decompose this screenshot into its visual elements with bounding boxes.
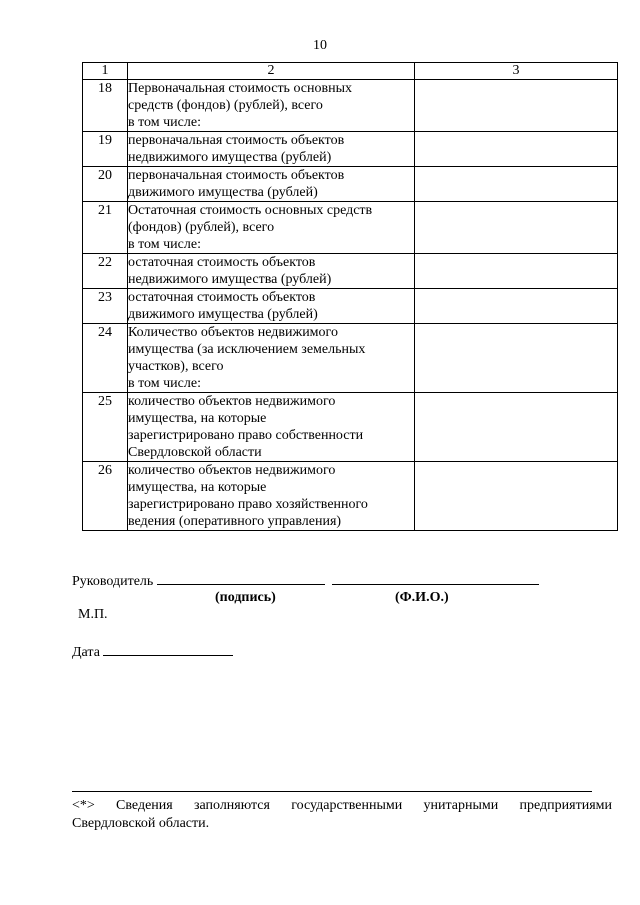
row-description-line: остаточная стоимость объектов xyxy=(128,255,316,270)
row-number: 21 xyxy=(83,202,128,254)
row-description xyxy=(128,324,415,393)
row-description xyxy=(128,167,415,202)
footnote-word: <*> xyxy=(72,798,95,813)
table-row xyxy=(83,324,618,393)
table-row xyxy=(83,167,618,202)
footnote-word: Сведения xyxy=(116,798,173,813)
row-description-line: (фондов) (рублей), всего xyxy=(128,220,275,235)
row-number: 18 xyxy=(83,80,128,132)
director-label: Руководитель xyxy=(72,574,154,589)
stamp-label: М.П. xyxy=(78,607,108,622)
row-description-line: Остаточная стоимость основных средств xyxy=(128,203,373,218)
row-value-cell[interactable] xyxy=(415,289,618,324)
row-number: 19 xyxy=(83,132,128,167)
signature-caption: (подпись) xyxy=(215,590,276,605)
row-number: 25 xyxy=(83,393,128,462)
date-field[interactable] xyxy=(103,641,233,656)
row-description-line: Количество объектов недвижимого xyxy=(128,325,338,340)
footnote-word: заполняются xyxy=(193,798,270,813)
row-description-line: участков), всего xyxy=(128,359,224,374)
header-col-3: 3 xyxy=(415,63,618,80)
row-value-cell[interactable] xyxy=(415,202,618,254)
form-table xyxy=(82,62,618,531)
row-value-cell[interactable] xyxy=(415,254,618,289)
row-description-line: в том числе: xyxy=(128,376,201,391)
header-col-1: 1 xyxy=(83,63,128,80)
row-value-cell[interactable] xyxy=(415,80,618,132)
date-line xyxy=(72,641,233,661)
fio-field[interactable] xyxy=(332,570,539,585)
table-row xyxy=(83,132,618,167)
row-description xyxy=(128,132,415,167)
row-description-line: Первоначальная стоимость основных xyxy=(128,81,353,96)
row-description xyxy=(128,289,415,324)
row-value-cell[interactable] xyxy=(415,324,618,393)
footnote-line-1 xyxy=(72,797,612,815)
table-row xyxy=(83,202,618,254)
table-row xyxy=(83,393,618,462)
row-number: 23 xyxy=(83,289,128,324)
row-description xyxy=(128,254,415,289)
table-row xyxy=(83,254,618,289)
row-value-cell[interactable] xyxy=(415,393,618,462)
header-col-2: 2 xyxy=(128,63,415,80)
row-description-line: имущества, на которые xyxy=(128,480,267,495)
row-description xyxy=(128,80,415,132)
signature-field[interactable] xyxy=(157,570,325,585)
row-description-line: Свердловской области xyxy=(128,445,262,460)
footnote-word: унитарными xyxy=(423,798,499,813)
row-description-line: первоначальная стоимость объектов xyxy=(128,133,345,148)
footnote-divider xyxy=(72,791,592,792)
date-label: Дата xyxy=(72,645,100,660)
table-body xyxy=(83,80,618,531)
row-description-line: недвижимого имущества (рублей) xyxy=(128,272,332,287)
row-description xyxy=(128,393,415,462)
row-description-line: недвижимого имущества (рублей) xyxy=(128,150,332,165)
row-description-line: имущества (за исключением земельных xyxy=(128,342,366,357)
row-description-line: движимого имущества (рублей) xyxy=(128,185,318,200)
table-row xyxy=(83,289,618,324)
row-description-line: количество объектов недвижимого xyxy=(128,463,336,478)
row-description xyxy=(128,202,415,254)
footnote xyxy=(72,797,612,833)
table-row xyxy=(83,462,618,531)
row-value-cell[interactable] xyxy=(415,132,618,167)
row-description-line: ведения (оперативного управления) xyxy=(128,514,342,529)
table-row xyxy=(83,80,618,132)
footnote-word: государственными xyxy=(291,798,403,813)
row-number: 22 xyxy=(83,254,128,289)
row-description-line: зарегистрировано право собственности xyxy=(128,428,364,443)
row-number: 24 xyxy=(83,324,128,393)
row-description-line: остаточная стоимость объектов xyxy=(128,290,316,305)
row-description-line: движимого имущества (рублей) xyxy=(128,307,318,322)
table-header-row xyxy=(83,63,618,80)
row-description-line: зарегистрировано право хозяйственного xyxy=(128,497,368,512)
footnote-word: предприятиями xyxy=(519,798,612,813)
row-value-cell[interactable] xyxy=(415,462,618,531)
row-description-line: в том числе: xyxy=(128,237,201,252)
row-description-line: средств (фондов) (рублей), всего xyxy=(128,98,323,113)
row-description-line: имущества, на которые xyxy=(128,411,267,426)
row-number: 26 xyxy=(83,462,128,531)
footnote-line-2: Свердловской области. xyxy=(72,816,210,831)
row-description-line: в том числе: xyxy=(128,115,201,130)
row-value-cell[interactable] xyxy=(415,167,618,202)
row-description-line: количество объектов недвижимого xyxy=(128,394,336,409)
row-description xyxy=(128,462,415,531)
row-description-line: первоначальная стоимость объектов xyxy=(128,168,345,183)
row-number: 20 xyxy=(83,167,128,202)
page-number: 10 xyxy=(313,38,327,53)
fio-caption: (Ф.И.О.) xyxy=(395,590,449,605)
signature-line xyxy=(72,570,539,590)
